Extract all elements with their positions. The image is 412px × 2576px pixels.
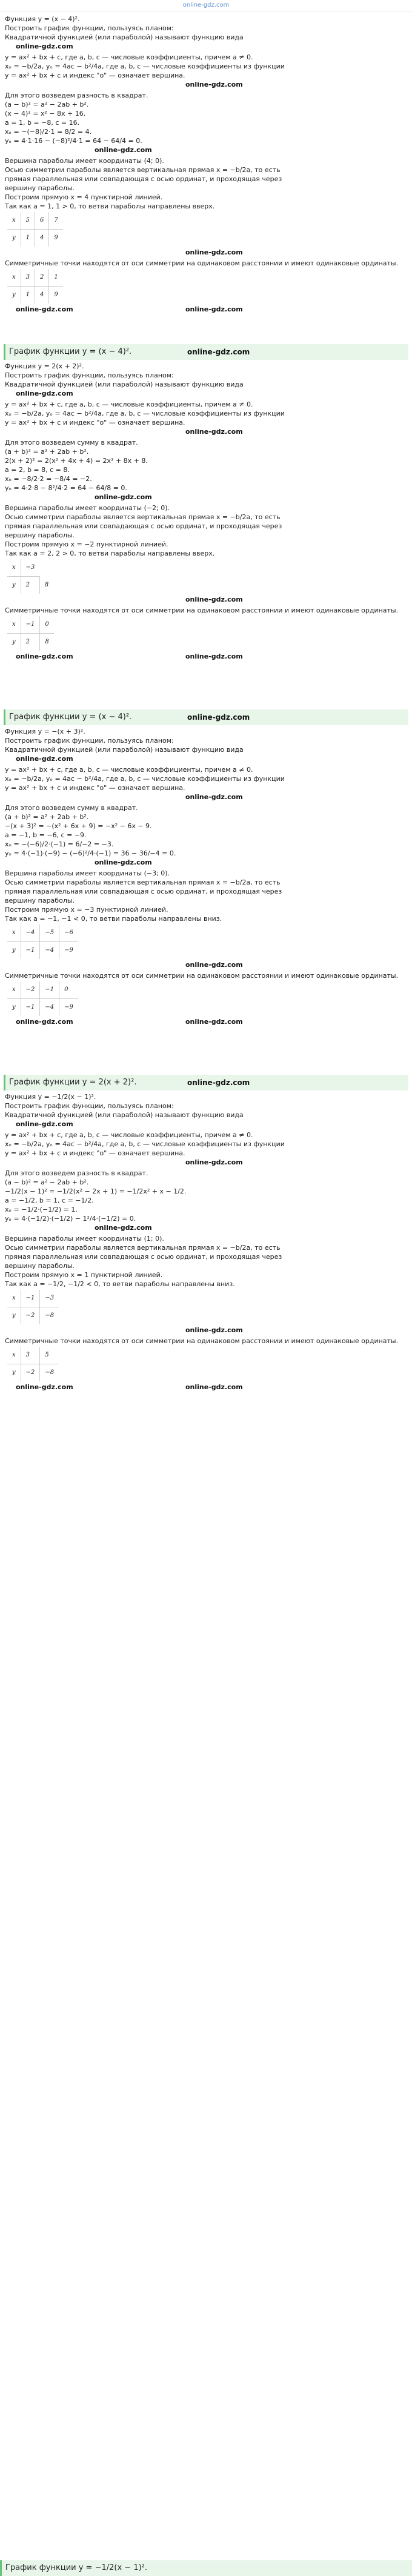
solution-line: (a − b)² = a² − 2ab + b².	[5, 101, 89, 108]
table-cell: y	[12, 582, 16, 588]
watermark-row	[4, 652, 408, 662]
watermark: online-gdz.com	[16, 755, 73, 763]
solution-line: Построим прямую x = −2 пунктирной линией.	[5, 540, 168, 548]
solution-line: yₒ = 4·1·16 − (−8)²/4·1 = 64 − 64/4 = 0.	[5, 137, 142, 145]
solution-line: xₒ = −b/2a, yₒ = 4ac − b²/4a, где a, b, c — числовые коэффициенты из функции	[5, 410, 285, 417]
solution-line: Построим прямую x = −3 пунктирной линией.	[5, 906, 168, 914]
solution-line: Для этого возведем разность в квадрат.	[5, 1169, 148, 1177]
solution-line: Осью симметрии параболы является вертикальная прямая x = −b/2a, то есть	[5, 513, 281, 521]
watermark-row	[4, 305, 408, 315]
table-cell: 4	[35, 287, 49, 304]
table-cell: x	[7, 1347, 21, 1364]
table-cell: x	[7, 269, 21, 287]
table-cell: 3	[21, 1347, 40, 1364]
solution-line: xₒ = −8/2·2 = −8/4 = −2.	[5, 475, 92, 483]
solution-line: вершину параболы.	[5, 184, 75, 192]
solution-line: Построить график функции, пользуясь планом:	[5, 371, 174, 379]
watermark-row	[4, 81, 408, 90]
watermark: online-gdz.com	[187, 713, 250, 722]
table-cell: 6	[35, 212, 49, 230]
solution-line: a = 1, b = −8, c = 16.	[5, 119, 80, 127]
table-cell: x	[7, 616, 21, 634]
symmetry-text: Симметричные точки находятся от оси симметрии на одинаковом расстоянии и имеют одинаковые ординаты.	[5, 1337, 399, 1345]
solution-line: Построить график функции, пользуясь планом:	[5, 737, 174, 745]
table-cell: −3	[40, 1290, 59, 1307]
solution-line: прямая параллельная или совпадающая с осью ординат, и проходящая через	[5, 522, 282, 530]
watermark: online-gdz.com	[185, 652, 243, 660]
solution-line: вершину параболы.	[5, 1262, 75, 1270]
table-cell: x	[7, 212, 21, 230]
watermark-row	[4, 146, 408, 156]
solution-line: Осью симметрии параболы является вертикальная прямая x = −b/2a, то есть	[5, 878, 281, 886]
table-cell: x	[7, 1290, 21, 1307]
solution-line: Построить график функции, пользуясь планом:	[5, 24, 174, 32]
solution-line: Функция y = (x − 4)².	[5, 15, 80, 23]
table-cell: −4	[21, 925, 40, 942]
section-header	[4, 1075, 408, 1090]
symmetry-text: Симметричные точки находятся от оси симметрии на одинаковом расстоянии и имеют одинаковые ординаты.	[5, 972, 399, 980]
table-cell: −1	[21, 1290, 40, 1307]
watermark-row	[4, 42, 408, 52]
solution-line: прямая параллельная или совпадающая с осью ординат, и проходящая через	[5, 175, 282, 183]
solution-line: Квадратичной функцией (или параболой) называют функцию вида	[5, 746, 244, 754]
value-table	[7, 1347, 59, 1381]
watermark: online-gdz.com	[16, 652, 73, 660]
watermark: online-gdz.com	[16, 1120, 73, 1128]
solution-line: (a + b)² = a² + 2ab + b².	[5, 813, 89, 821]
solution-section	[0, 339, 412, 705]
solution-line: xₒ = −(−6)/2·(−1) = 6/−2 = −3.	[5, 840, 114, 848]
solution-line: Вершина параболы имеет координаты (−3; 0).	[5, 869, 170, 877]
table-cell: 2	[21, 577, 39, 594]
watermark: online-gdz.com	[185, 428, 243, 436]
solution-line: вершину параболы.	[5, 531, 75, 539]
value-table	[7, 925, 78, 959]
watermark-row	[4, 1383, 408, 1393]
footer-header-text: График функции y = −1/2(x − 1)².	[5, 2563, 148, 2572]
table-cell: −4	[40, 942, 59, 960]
solution-line: Так как a = −1/2, −1/2 < 0, то ветви параболы направлены вниз.	[5, 1280, 235, 1288]
solution-line: y = ax² + bx + c, где a, b, c — числовые коэффициенты, причем a ≠ 0.	[5, 53, 253, 61]
solution-line: вершину параболы.	[5, 897, 75, 905]
solution-line: Вершина параболы имеет координаты (4; 0).	[5, 157, 164, 165]
section-header	[4, 709, 408, 725]
table-cell: y	[12, 639, 16, 645]
watermark-row	[4, 961, 408, 971]
watermark: online-gdz.com	[16, 42, 73, 50]
table-cell: −2	[21, 981, 40, 999]
table-cell: −2	[21, 1364, 40, 1382]
watermark: online-gdz.com	[185, 1326, 243, 1334]
solution-line: Вершина параболы имеет координаты (−2; 0).	[5, 504, 170, 512]
table-cell: −1	[21, 942, 40, 960]
watermark: online-gdz.com	[185, 305, 243, 313]
watermark-row	[4, 1120, 408, 1130]
solution-line: −1/2(x − 1)² = −1/2(x² − 2x + 1) = −1/2x² + x − 1/2.	[5, 1187, 187, 1195]
table-cell: x	[7, 981, 21, 999]
solution-line: Вершина параболы имеет координаты (1; 0).	[5, 1235, 164, 1243]
solution-line: Функция y = −1/2(x − 1)².	[5, 1093, 96, 1101]
watermark-row	[4, 1326, 408, 1336]
table-cell: 4	[35, 230, 49, 247]
watermark-row	[4, 390, 408, 399]
table-cell: y	[12, 1369, 16, 1376]
solution-line: Квадратичной функцией (или параболой) называют функцию вида	[5, 1111, 244, 1119]
watermark: online-gdz.com	[185, 81, 243, 88]
site-logo[interactable]: online-gdz.com	[182, 2, 230, 8]
solution-line: прямая параллельная или совпадающая с осью ординат, и проходящая через	[5, 888, 282, 895]
solution-line: yₒ = 4·(−1/2)·(−1/2) − 1²/4·(−1/2) = 0.	[5, 1215, 136, 1223]
solution-line: xₒ = −1/2·(−1/2) = 1.	[5, 1206, 78, 1213]
table-cell: y	[12, 234, 16, 241]
table-cell: y	[12, 947, 16, 954]
table-cell: 2	[21, 634, 40, 651]
watermark: online-gdz.com	[185, 248, 243, 256]
solution-line: y = ax² + bx + c, где a, b, c — числовые коэффициенты, причем a ≠ 0.	[5, 1131, 253, 1139]
table-cell: −8	[40, 1364, 59, 1382]
solution-line: Квадратичной функцией (или параболой) называют функцию вида	[5, 33, 244, 41]
table-cell: −4	[40, 999, 59, 1017]
solution-line: y = ax² + bx + c, где a, b, c — числовые коэффициенты, причем a ≠ 0.	[5, 766, 253, 774]
table-cell: −8	[40, 1307, 59, 1325]
watermark: online-gdz.com	[16, 390, 73, 397]
watermark: online-gdz.com	[187, 348, 250, 356]
watermark-row	[4, 428, 408, 437]
solution-line: (a + b)² = a² + 2ab + b².	[5, 448, 89, 456]
solution-line: Построим прямую x = 4 пунктирной линией.	[5, 193, 163, 201]
table-cell: 1	[21, 287, 35, 304]
value-table	[7, 1290, 59, 1324]
solution-line: y = ax² + bx + c, где a, b, c — числовые коэффициенты, причем a ≠ 0.	[5, 400, 253, 408]
watermark-row	[4, 793, 408, 803]
table-cell: 8	[39, 577, 53, 594]
table-cell: −9	[59, 999, 78, 1017]
solution-line: Так как a = 1, 1 > 0, то ветви параболы направлены вверх.	[5, 202, 215, 210]
watermark: online-gdz.com	[185, 1018, 243, 1026]
top-bar	[0, 0, 412, 12]
table-cell: y	[12, 1004, 16, 1011]
table-cell: −3	[21, 559, 39, 577]
watermark-row	[4, 1018, 408, 1027]
watermark: online-gdz.com	[95, 146, 152, 154]
footer-header	[0, 2560, 412, 2576]
solution-line: (a − b)² = a² − 2ab + b².	[5, 1178, 89, 1186]
solution-line: Функция y = 2(x + 2)².	[5, 362, 84, 370]
table-cell: 7	[49, 212, 63, 230]
table-cell: 5	[21, 212, 35, 230]
solution-line: xₒ = −b/2a, yₒ = 4ac − b²/4a, где a, b, c — числовые коэффициенты из функции	[5, 1140, 285, 1148]
watermark: online-gdz.com	[185, 596, 243, 603]
solution-line: yₒ = 4·(−1)·(−9) − (−6)²/4·(−1) = 36 − 36/−4 = 0.	[5, 849, 176, 857]
solution-line: −(x + 3)² = −(x² + 6x + 9) = −x² − 6x − 9.	[5, 822, 152, 830]
solution-line: xₒ = −(−8)/2·1 = 8/2 = 4.	[5, 128, 92, 136]
section-header-text: График функции y = (x − 4)².	[9, 347, 132, 356]
solution-line: a = 2, b = 8, c = 8.	[5, 466, 70, 474]
symmetry-text: Симметричные точки находятся от оси симметрии на одинаковом расстоянии и имеют одинаковые ординаты.	[5, 259, 399, 267]
solution-line: Для этого возведем сумму в квадрат.	[5, 439, 138, 446]
table-cell: y	[12, 1312, 16, 1319]
solution-line: Осью симметрии параболы является вертикальная прямая x = −b/2a, то есть	[5, 166, 281, 174]
table-cell: 8	[40, 634, 54, 651]
table-cell: −2	[21, 1307, 40, 1325]
solution-line: y = ax² + bx + c и индекс "o" — означает вершина.	[5, 1149, 185, 1157]
table-cell: x	[7, 559, 21, 577]
watermark: online-gdz.com	[16, 1383, 73, 1391]
solution-line: Для этого возведем сумму в квадрат.	[5, 804, 138, 812]
symmetry-text: Симметричные точки находятся от оси симметрии на одинаковом расстоянии и имеют одинаковые ординаты.	[5, 606, 399, 614]
watermark: online-gdz.com	[185, 793, 243, 801]
table-cell: −1	[21, 616, 40, 634]
solution-line: Осью симметрии параболы является вертикальная прямая x = −b/2a, то есть	[5, 1244, 281, 1252]
solution-line: a = −1, b = −6, c = −9.	[5, 831, 87, 839]
solution-section	[0, 12, 412, 339]
watermark-row	[4, 596, 408, 605]
table-cell: −5	[40, 925, 59, 942]
section-header-text: График функции y = (x − 4)².	[9, 712, 132, 722]
solution-line: a = −1/2, b = 1, c = −1/2.	[5, 1197, 94, 1204]
solution-line: (x − 4)² = x² − 8x + 16.	[5, 110, 86, 118]
watermark: online-gdz.com	[187, 1078, 250, 1087]
watermark: online-gdz.com	[95, 858, 152, 866]
solution-line: Квадратичной функцией (или параболой) называют функцию вида	[5, 380, 244, 388]
table-cell: 1	[21, 230, 35, 247]
solution-line: Так как a = −1, −1 < 0, то ветви параболы направлены вниз.	[5, 915, 222, 923]
table-cell: 2	[35, 269, 49, 287]
table-cell: x	[7, 925, 21, 942]
solution-line: прямая параллельная или совпадающая с осью ординат, и проходящая через	[5, 1253, 282, 1261]
table-cell: −6	[59, 925, 78, 942]
solution-line: y = ax² + bx + c и индекс "o" — означает вершина.	[5, 784, 185, 792]
watermark-row	[4, 1224, 408, 1233]
solution-line: xₒ = −b/2a, yₒ = 4ac − b²/4a, где a, b, c — числовые коэффициенты из функции	[5, 775, 285, 783]
value-table	[7, 616, 54, 651]
table-cell: 0	[40, 616, 54, 634]
solution-line: yₒ = 4·2·8 − 8²/4·2 = 64 − 64/8 = 0.	[5, 484, 127, 492]
value-table	[7, 559, 53, 594]
value-table	[7, 269, 63, 304]
solution-line: Для этого возведем разность в квадрат.	[5, 91, 148, 99]
watermark-row	[4, 493, 408, 503]
watermark: online-gdz.com	[95, 1224, 152, 1232]
table-cell: 5	[40, 1347, 59, 1364]
table-cell: 1	[49, 269, 63, 287]
solution-line: y = ax² + bx + c и индекс "o" — означает вершина.	[5, 419, 185, 427]
watermark-row	[4, 248, 408, 258]
solution-line: Так как a = 2, 2 > 0, то ветви параболы направлены вверх.	[5, 549, 215, 557]
section-header-text: График функции y = 2(x + 2)².	[9, 1078, 137, 1087]
content	[0, 12, 412, 1435]
watermark: online-gdz.com	[95, 493, 152, 501]
table-cell: 0	[59, 981, 78, 999]
watermark: online-gdz.com	[185, 1158, 243, 1166]
value-table	[7, 981, 78, 1016]
solution-line: Функция y = −(x + 3)².	[5, 728, 85, 735]
table-cell: −1	[40, 981, 59, 999]
solution-line: y = ax² + bx + c и индекс "o" — означает вершина.	[5, 71, 185, 79]
section-header	[4, 344, 408, 360]
watermark-row	[4, 755, 408, 765]
watermark: online-gdz.com	[16, 305, 73, 313]
table-cell: −1	[21, 999, 40, 1017]
watermark: online-gdz.com	[16, 1018, 73, 1026]
watermark: online-gdz.com	[185, 961, 243, 969]
table-cell: −9	[59, 942, 78, 960]
table-cell: 3	[21, 269, 35, 287]
table-cell: y	[12, 291, 16, 298]
table-cell: 9	[49, 287, 63, 304]
solution-line: 2(x + 2)² = 2(x² + 4x + 4) = 2x² + 8x + 8.	[5, 457, 148, 465]
watermark: online-gdz.com	[185, 1383, 243, 1391]
watermark-row	[4, 858, 408, 868]
value-table	[7, 212, 63, 247]
watermark-row	[4, 1158, 408, 1168]
solution-section	[0, 1070, 412, 1435]
solution-line: Построить график функции, пользуясь планом:	[5, 1102, 174, 1110]
table-cell: 9	[49, 230, 63, 247]
solution-line: xₒ = −b/2a, yₒ = 4ac − b²/4a, где a, b, c — числовые коэффициенты из функции	[5, 62, 285, 70]
solution-line: Построим прямую x = 1 пунктирной линией.	[5, 1271, 163, 1279]
solution-section	[0, 705, 412, 1070]
